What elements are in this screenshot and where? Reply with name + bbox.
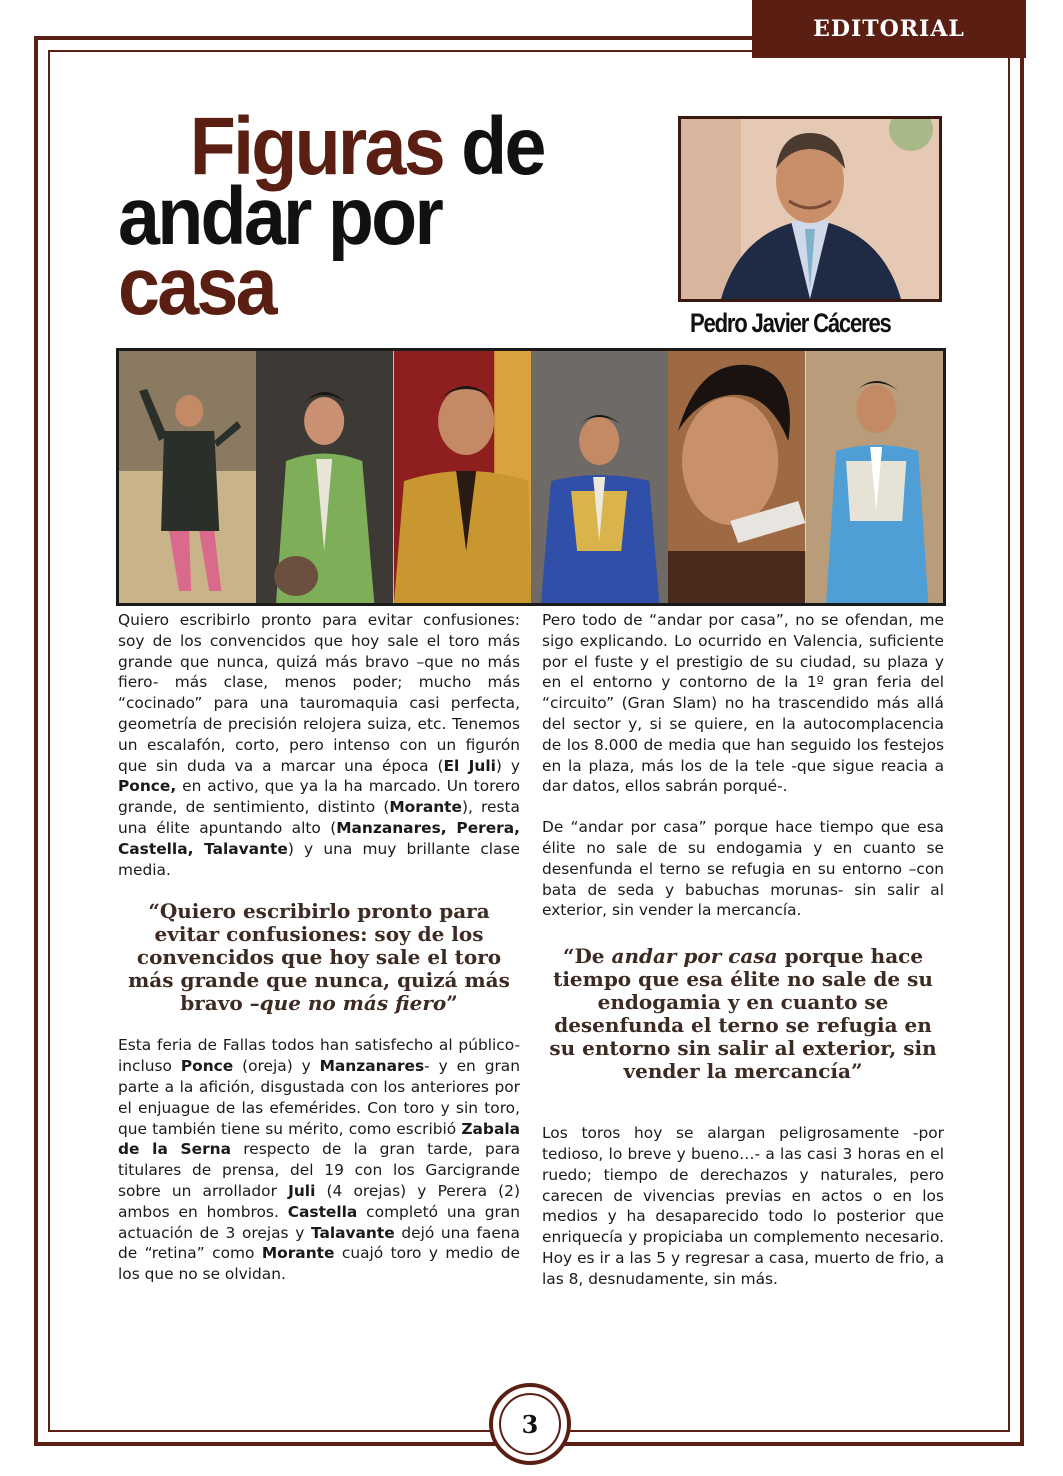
right-paragraph-1: Pero todo de “andar por casa”, no se ofendan, me sigo explicando. Lo ocurrido en Valencia, suficiente por el fuste y el prestigio de su ciudad, su plaza y en el entorno y contorno de la 1º gran feria del “circuito” (Gran Slam) no ha trascendido más allá del sector y, si se quiere, en la autocomplacencia de los 8.000 de media que han seguido los festejos en la plaza, más los de la tele -que sigue reacia a dar datos, ellos sabrán porqué-. bbox=[542, 611, 944, 796]
photo-bullfighter-3 bbox=[394, 351, 531, 603]
left-column bbox=[118, 610, 520, 1285]
author-photo bbox=[678, 116, 942, 302]
title-word-de: de bbox=[461, 101, 544, 192]
author-name: Pedro Javier Cáceres bbox=[690, 308, 891, 338]
photo-bullfighter-2 bbox=[256, 351, 393, 603]
right-column bbox=[542, 610, 944, 1290]
photo-bullfighter-6 bbox=[806, 351, 943, 603]
title-words-andar-por: andar por bbox=[118, 171, 442, 262]
section-tab-label: EDITORIAL bbox=[813, 16, 965, 42]
title-word-casa: casa bbox=[118, 241, 275, 332]
page-number: 3 bbox=[499, 1393, 561, 1455]
right-paragraph-2: De “andar por casa” porque hace tiempo que esa élite no sale de su endogamia y en cuanto se desenfunda el terno se refugia en su entorno –con bata de seda y babuchas morunas- sin salir al exterior, sin vender la mercancía. bbox=[542, 818, 944, 920]
left-paragraph-2: Esta feria de Fallas todos han satisfecho al público- incluso Ponce (oreja) y Manzanares- y en gran parte a la afición, disgustada con los anteriores por el enjuague de las efemérides. Con toro y sin toro, que también tiene su mérito, como escribió Zabala de la Serna respecto de la gran tarde, para titulares de prensa, del 19 con los Garcigrande sobre un arrollador Juli (4 orejas) y Perera (2) ambos en hombros. Castella completó una gran actuación de 3 orejas y Talavante dejó una faena de “retina” como Morante cuajó toro y medio de los que no se olvidan. bbox=[118, 1036, 520, 1284]
title-word-figuras: Figuras bbox=[189, 101, 443, 192]
bullfighters-photo-strip bbox=[116, 348, 946, 606]
article-title bbox=[118, 101, 615, 332]
pull-quote-right: “De andar por casa porque hace tiempo que esa élite no sale de su endogamia y en cuanto se desenfunda el terno se refugia en su entorno sin salir al exterior, sin vender la mercancía” bbox=[549, 944, 937, 1084]
author-portrait-illustration bbox=[681, 119, 939, 299]
section-tab bbox=[752, 0, 1026, 58]
pull-quote-left: “Quiero escribirlo pronto para evitar confusiones: soy de los convencidos que hoy sale el toro más grande que nunca, quizá más bravo –que no más fiero” bbox=[128, 899, 510, 1016]
page-number-badge bbox=[489, 1383, 571, 1465]
photo-bullfighter-4 bbox=[531, 351, 668, 603]
photo-bullfighter-1 bbox=[119, 351, 256, 603]
left-paragraph-1: Quiero escribirlo pronto para evitar confusiones: soy de los convencidos que hoy sale el toro más grande que nunca, quizá más bravo –que no más fiero- más clase, menos poder; mucho más “cocinado” para una tauromaquia casi perfecta, geometría de precisión relojera suiza, etc. Tenemos un escalafón, corto, pero intenso con un figurón que sin duda va a marcar una época (El Juli) y Ponce, en activo, que ya la ha marcado. Un torero grande, de sentimiento, distinto (Morante), resta una élite apuntando alto (Manzanares, Perera, Castella, Talavante) y una muy brillante clase media. bbox=[118, 611, 521, 879]
right-paragraph-3: Los toros hoy se alargan peligrosamente -por tedioso, lo breve y bueno…- a las casi 3 horas en el ruedo; tiempo de derechazos y naturales, pero carecen de vivencias previas en actos o en los medios y ha desaparecido todo lo posterior que enriquecía y propiciaba un complemento necesario. Hoy es ir a las 5 y regresar a casa, muerto de frio, a las 8, desnudamente, sin más. bbox=[542, 1124, 944, 1288]
photo-bullfighter-5 bbox=[668, 351, 805, 603]
